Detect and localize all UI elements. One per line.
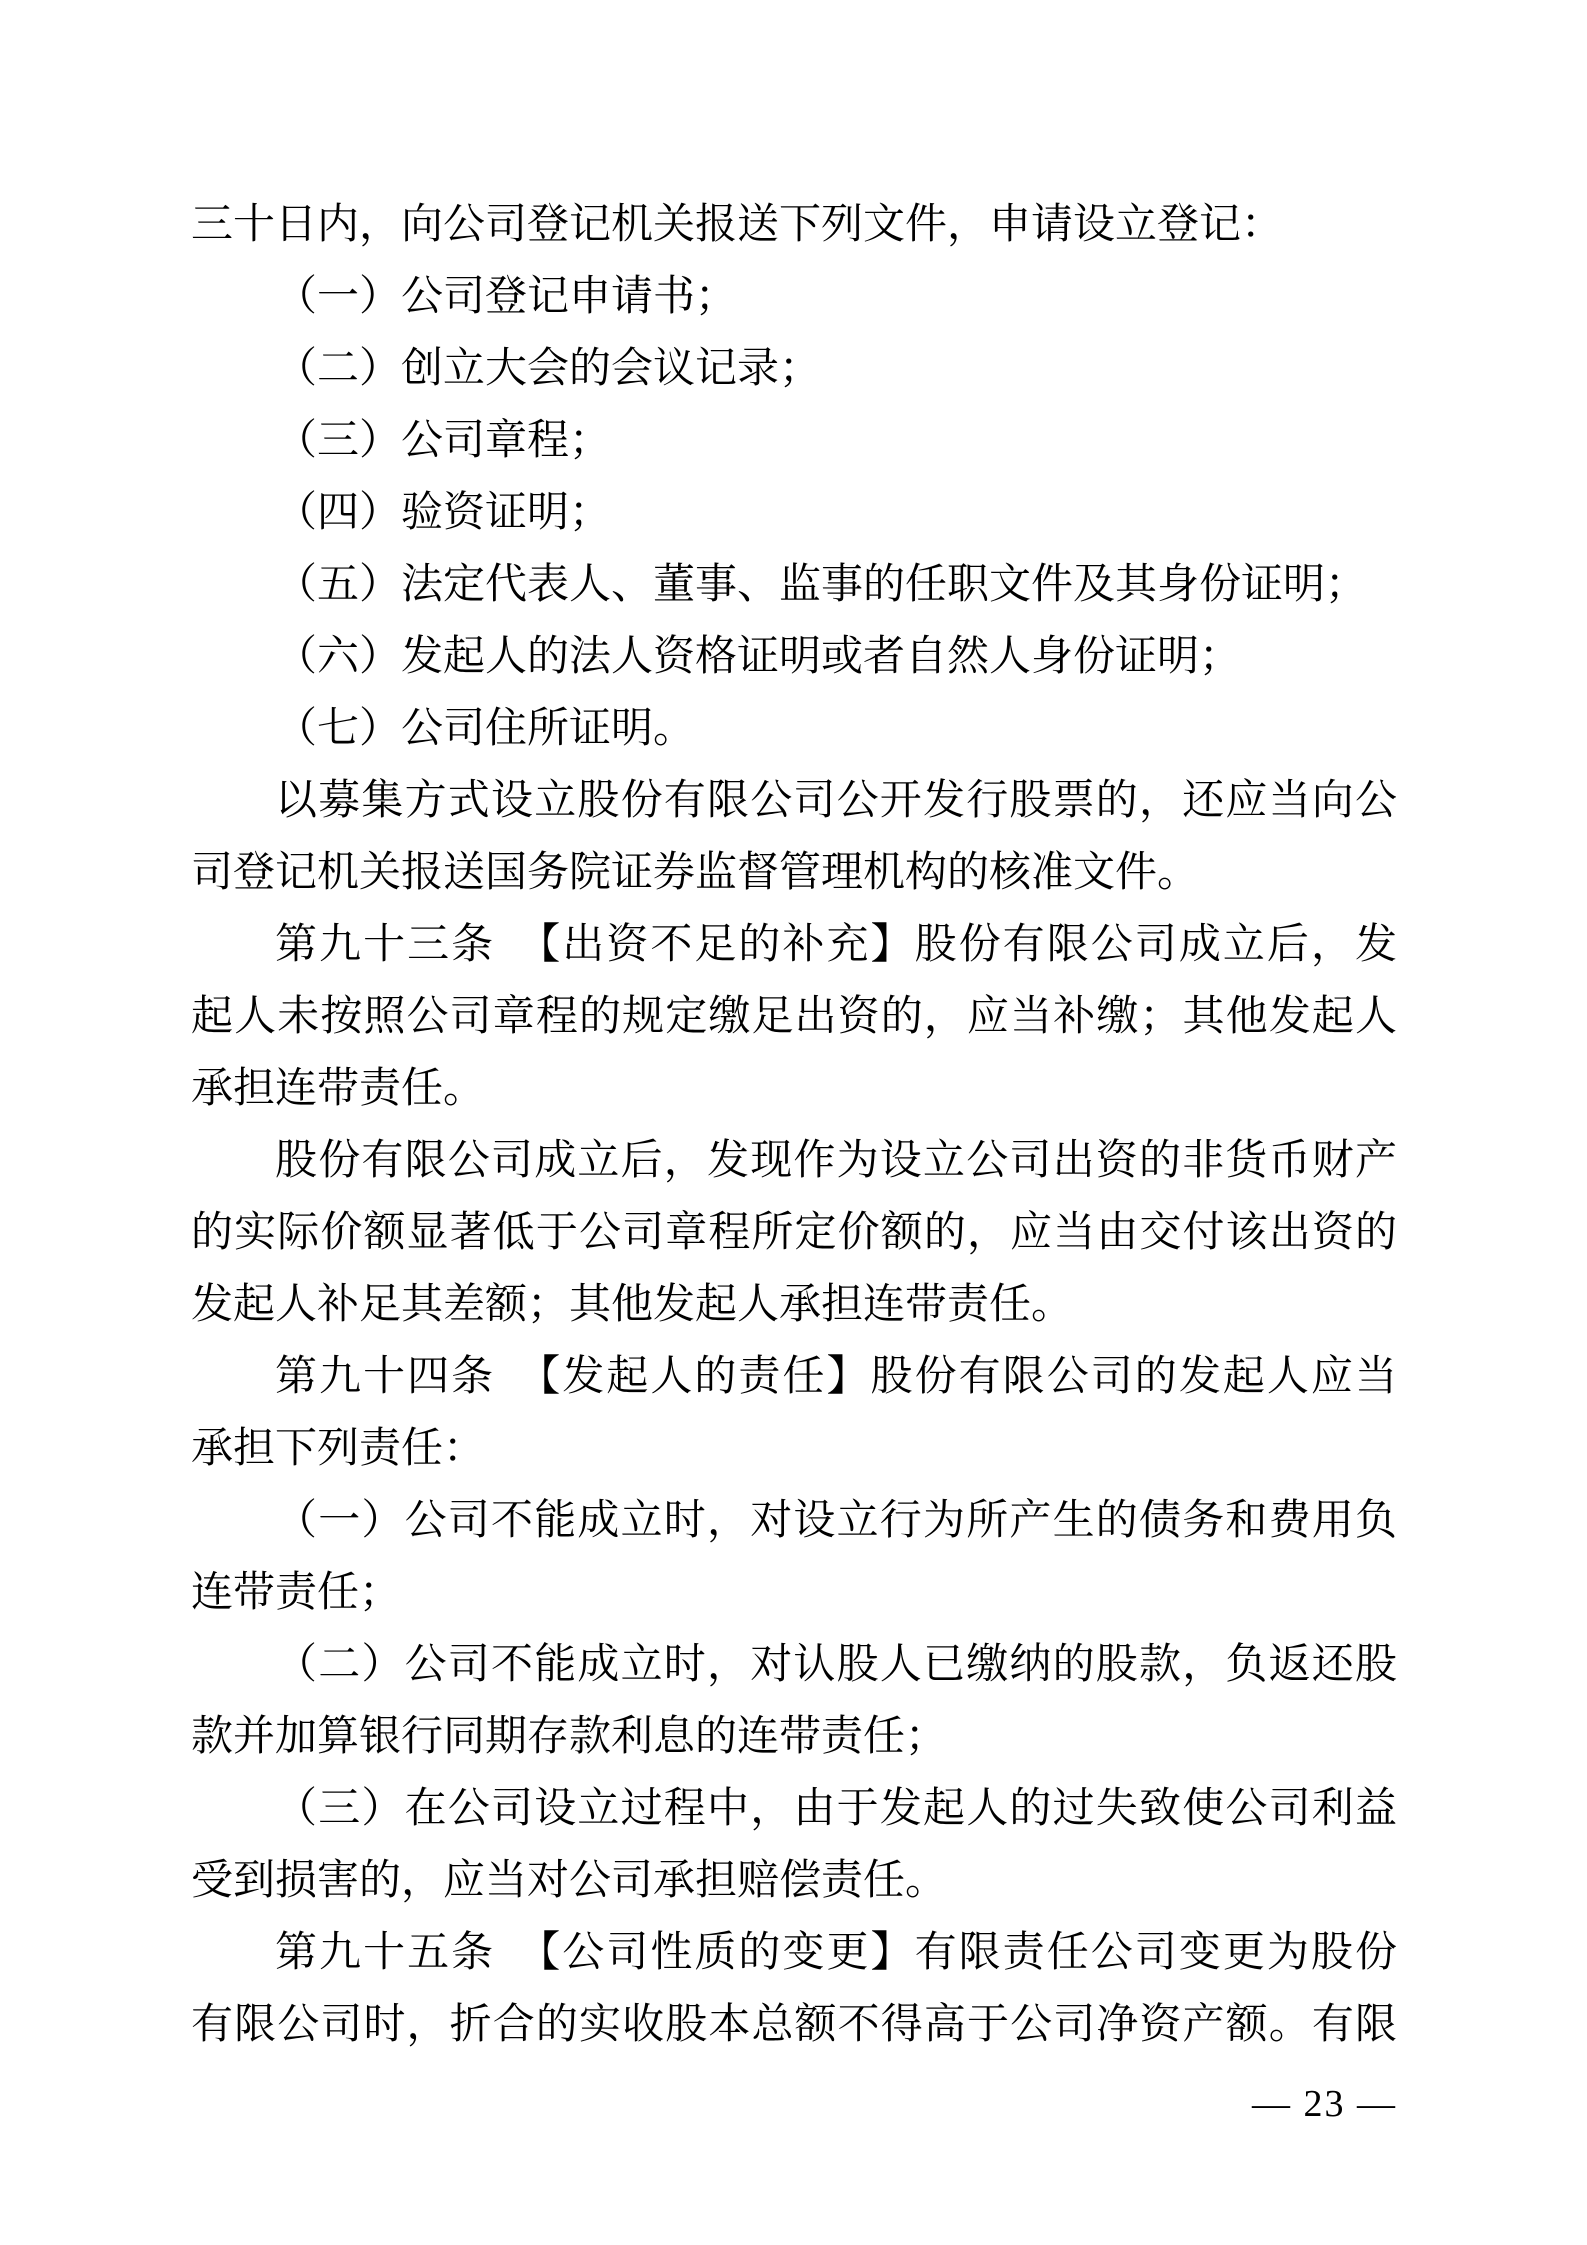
- document-line: （六）发起人的法人资格证明或者自然人身份证明；: [275, 634, 1242, 680]
- document-line: （三）公司章程；: [275, 418, 612, 464]
- article-heading-line: 第九十四条 【发起人的责任】股份有限公司的发起人应当: [275, 1354, 1397, 1400]
- document-line: （一）公司不能成立时，对设立行为所产生的债务和费用负: [275, 1498, 1397, 1544]
- document-line: 承担连带责任。: [191, 1066, 486, 1112]
- document-line: 股份有限公司成立后，发现作为设立公司出资的非货币财产: [275, 1138, 1397, 1184]
- document-line: 以募集方式设立股份有限公司公开发行股票的，还应当向公: [275, 778, 1397, 824]
- article-heading-line: 第九十三条 【出资不足的补充】股份有限公司成立后，发: [275, 922, 1397, 968]
- page-number: — 23 —: [1252, 2083, 1397, 2125]
- document-line: 承担下列责任：: [191, 1426, 486, 1472]
- document-line: 受到损害的，应当对公司承担赔偿责任。: [191, 1858, 948, 1904]
- document-line: 的实际价额显著低于公司章程所定价额的，应当由交付该出资的: [191, 1210, 1397, 1256]
- document-line: （三）在公司设立过程中，由于发起人的过失致使公司利益: [275, 1786, 1397, 1832]
- document-line: （一）公司登记申请书；: [275, 274, 738, 320]
- document-line: 三十日内，向公司登记机关报送下列文件，申请设立登记：: [191, 202, 1284, 248]
- document-line: 款并加算银行同期存款利息的连带责任；: [191, 1714, 948, 1760]
- document-line: （二）公司不能成立时，对认股人已缴纳的股款，负返还股: [275, 1642, 1397, 1688]
- document-body: [191, 189, 1397, 2061]
- document-line: （七）公司住所证明。: [275, 706, 696, 752]
- document-line: 司登记机关报送国务院证券监督管理机构的核准文件。: [191, 850, 1200, 896]
- page-footer: [1252, 2082, 1397, 2126]
- document-line: 有限公司时，折合的实收股本总额不得高于公司净资产额。有限: [191, 2002, 1397, 2048]
- document-line: 发起人补足其差额；其他发起人承担连带责任。: [191, 1282, 1074, 1328]
- document-line: 起人未按照公司章程的规定缴足出资的，应当补缴；其他发起人: [191, 994, 1397, 1040]
- article-heading-line: 第九十五条 【公司性质的变更】有限责任公司变更为股份: [275, 1930, 1397, 1976]
- document-line: 连带责任；: [191, 1570, 402, 1616]
- document-line: （五）法定代表人、董事、监事的任职文件及其身份证明；: [275, 562, 1368, 608]
- document-line: （四）验资证明；: [275, 490, 612, 536]
- document-line: （二）创立大会的会议记录；: [275, 346, 822, 392]
